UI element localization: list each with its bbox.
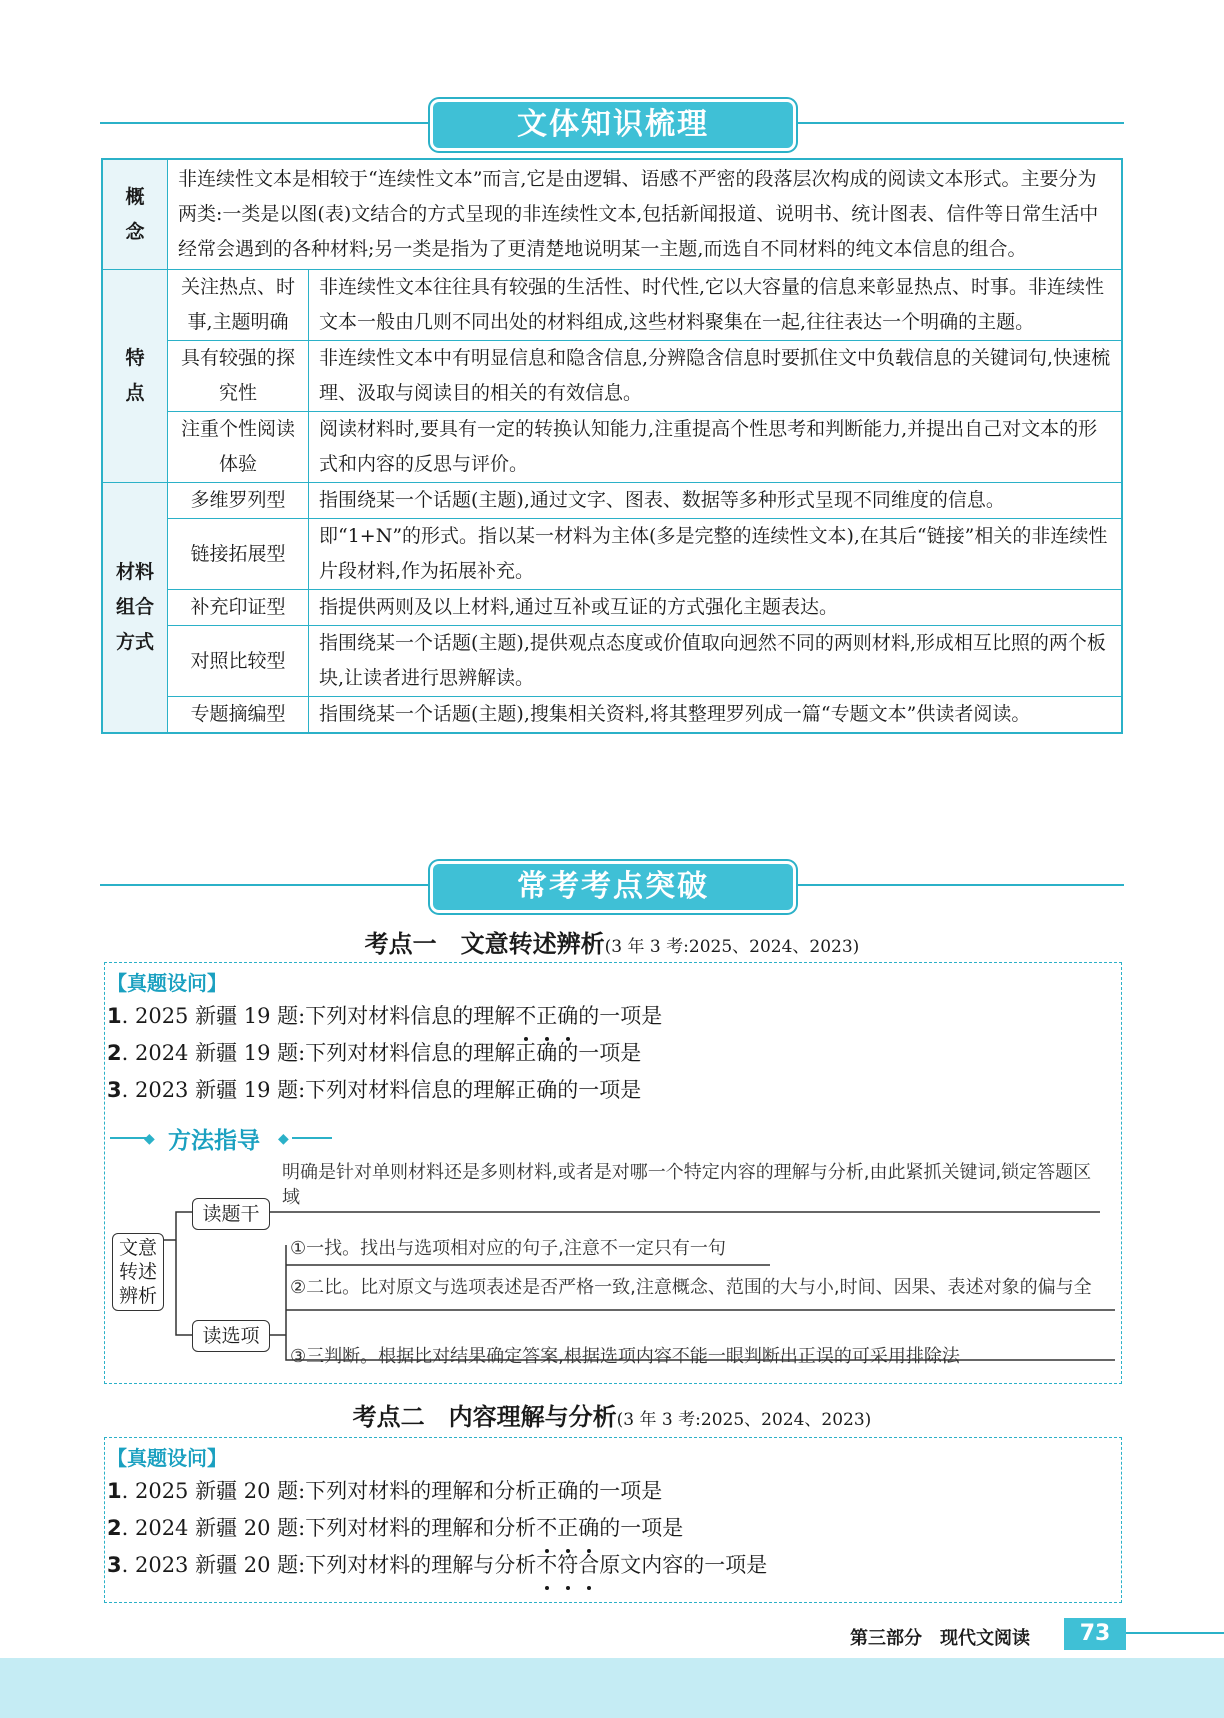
banner-line-right xyxy=(796,122,1124,124)
combination-name: 专题摘编型 xyxy=(168,697,309,734)
mind-root: 文意转述辨析 xyxy=(112,1233,164,1311)
point1-meta: (3 年 3 考:2025、2024、2023) xyxy=(604,937,860,957)
category-concept: 概 念 xyxy=(102,159,168,270)
point2-meta: (3 年 3 考:2025、2024、2023) xyxy=(616,1410,872,1430)
combination-name: 对照比较型 xyxy=(168,626,309,697)
combination-name: 多维罗列型 xyxy=(168,483,309,519)
combination-text: 即“1+N”的形式。指以某一材料为主体(多是完整的连续性文本),在其后“链接”相关的非连续性片段材料,作为拓展补充。 xyxy=(309,519,1123,590)
combination-text: 指提供两则及以上材料,通过互补或互证的方式强化主题表达。 xyxy=(309,590,1123,626)
section-banner-exam xyxy=(100,862,1124,914)
section-title: 文体知识梳理 xyxy=(433,102,793,148)
question-item: 3. 2023 新疆 19 题:下列对材料信息的理解正确的一项是 xyxy=(107,1078,642,1102)
mind-step: ③三判断。根据比对结果确定答案,根据选项内容不能一眼判断出正误的可采用排除法 xyxy=(290,1346,960,1367)
exam-question-label: 【真题设问】 xyxy=(107,1446,227,1470)
footer-part-label: 第三部分 现代文阅读 xyxy=(850,1628,1030,1649)
mind-branch-read-options: 读选项 xyxy=(192,1320,270,1352)
exam-question-label: 【真题设问】 xyxy=(107,971,227,995)
method-title: 方法指导 xyxy=(168,1128,260,1154)
feature-name: 关注热点、时事,主题明确 xyxy=(168,270,309,341)
combination-name: 补充印证型 xyxy=(168,590,309,626)
question-item: 3. 2023 新疆 20 题:下列对材料的理解与分析不符合原文内容的一项是 xyxy=(107,1547,1121,1584)
method-line-right xyxy=(292,1137,332,1139)
footer-line xyxy=(1126,1632,1224,1634)
point1-title: 考点一 文意转述辨析 xyxy=(364,930,605,958)
diamond-icon: ◆ xyxy=(278,1131,289,1147)
banner-line-left xyxy=(100,884,430,886)
emphasis-dotted: 不符合 xyxy=(536,1553,599,1577)
point1-heading xyxy=(100,924,1124,959)
feature-text: 阅读材料时,要具有一定的转换认知能力,注重提高个性思考和判断能力,并提出自己对文本的形式和内容的反思与评价。 xyxy=(309,412,1123,483)
point2-heading xyxy=(100,1397,1124,1432)
mind-branch-read-question: 读题干 xyxy=(192,1198,270,1230)
mind-step: ①一找。找出与选项相对应的句子,注意不一定只有一句 xyxy=(290,1238,726,1259)
combination-text: 指围绕某一个话题(主题),通过文字、图表、数据等多种形式呈现不同维度的信息。 xyxy=(309,483,1123,519)
banner-line-right xyxy=(796,884,1124,886)
feature-name: 注重个性阅读体验 xyxy=(168,412,309,483)
banner-line-left xyxy=(100,122,430,124)
page-number: 73 xyxy=(1064,1618,1126,1650)
section-title: 常考考点突破 xyxy=(433,864,793,910)
emphasis-dotted: 不正确 xyxy=(536,1516,599,1540)
combination-text: 指围绕某一个话题(主题),提供观点态度或价值取向迥然不同的两则材料,形成相互比照的两个板块,让读者进行思辨解读。 xyxy=(309,626,1123,697)
combination-name: 链接拓展型 xyxy=(168,519,309,590)
combination-text: 指围绕某一个话题(主题),搜集相关资料,将其整理罗列成一篇“专题文本”供读者阅读。 xyxy=(309,697,1123,734)
point2-box xyxy=(104,1437,1122,1603)
question-item: 2. 2024 新疆 19 题:下列对材料信息的理解正确的一项是 xyxy=(107,1041,642,1065)
question-item: 1. 2025 新疆 19 题:下列对材料信息的理解不正确的一项是 xyxy=(107,998,1121,1035)
mind-branch1-text: 明确是针对单则材料还是多则材料,或者是对哪一个特定内容的理解与分析,由此紧抓关键词,锁定答题区域 xyxy=(282,1162,1092,1208)
feature-name: 具有较强的探究性 xyxy=(168,341,309,412)
category-combination: 材料组合方式 xyxy=(102,483,168,734)
point2-title: 考点二 内容理解与分析 xyxy=(352,1403,617,1431)
mind-step: ②二比。比对原文与选项表述是否严格一致,注意概念、范围的大与小,时间、因果、表述对象的偏与全 xyxy=(290,1277,1092,1298)
diamond-icon: ◆ xyxy=(144,1131,155,1147)
concept-text: 非连续性文本是相较于“连续性文本”而言,它是由逻辑、语感不严密的段落层次构成的阅读文本形式。主要分为两类:一类是以图(表)文结合的方式呈现的非连续性文本,包括新闻报道、说明书、统计图表、信件等日常生活中经常会遇到的各种材料;另一类是指为了更清楚地说明某一主题,而选自不同材料的纯文本信息的组合。 xyxy=(168,159,1123,270)
question-item: 2. 2024 新疆 20 题:下列对材料的理解和分析不正确的一项是 xyxy=(107,1510,1121,1547)
category-features: 特 点 xyxy=(102,270,168,483)
feature-text: 非连续性文本中有明显信息和隐含信息,分辨隐含信息时要抓住文中负载信息的关键词句,快速梳理、汲取与阅读目的相关的有效信息。 xyxy=(309,341,1123,412)
feature-text: 非连续性文本往往具有较强的生活性、时代性,它以大容量的信息来彰显热点、时事。非连续性文本一般由几则不同出处的材料组成,这些材料聚集在一起,往往表达一个明确的主题。 xyxy=(309,270,1123,341)
knowledge-table xyxy=(101,158,1123,734)
page-footer xyxy=(0,1621,1224,1718)
question-item: 1. 2025 新疆 20 题:下列对材料的理解和分析正确的一项是 xyxy=(107,1479,663,1503)
emphasis-dotted: 不正确 xyxy=(515,1004,578,1028)
section-banner-knowledge xyxy=(100,100,1124,152)
